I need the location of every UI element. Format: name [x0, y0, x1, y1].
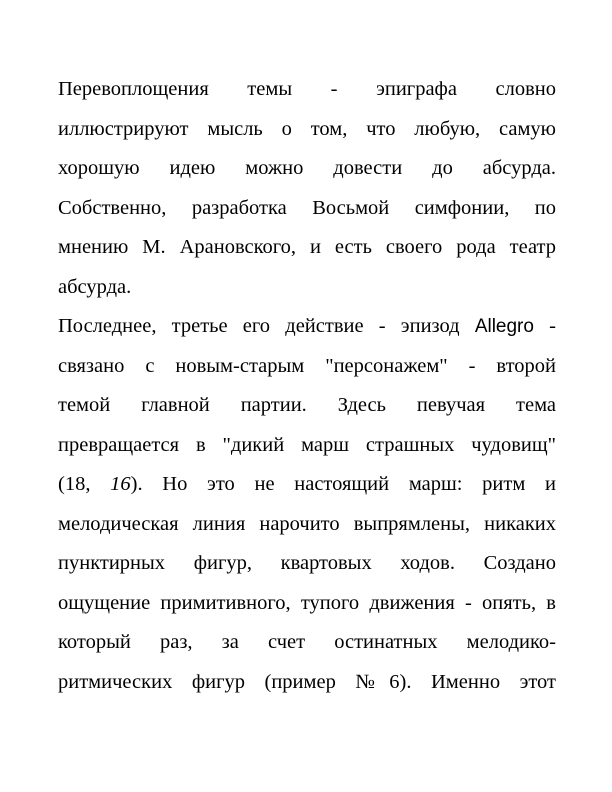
- text-line: превращается в "дикий марш страшных чудовищ": [58, 433, 556, 456]
- text-line: ритмических фигур (пример №6). Именно этот: [58, 670, 556, 693]
- text-line: темой главной партии. Здесь певучая тема: [58, 394, 556, 416]
- text-fragment: ). Но это не настоящий марш: ритм и: [130, 473, 556, 495]
- text-line: связано с новым-старым "персонажем" - второй: [58, 354, 556, 377]
- text-line: Собственно, разработка Восьмой симфонии, по: [58, 196, 556, 219]
- text-fragment: -: [533, 315, 556, 337]
- text-line: который раз, за счет остинатных мелодико-: [58, 631, 556, 653]
- text-line: мелодическая линия нарочито выпрямлены, никаких: [58, 512, 556, 535]
- text-fragment: (18,: [58, 473, 111, 495]
- text-line: [58, 465, 556, 505]
- text-line: Перевоплощения темы - эпиграфа словно: [58, 78, 556, 100]
- allegro-term: Allegro: [474, 316, 534, 337]
- text-line: [58, 307, 556, 347]
- text-line: мнению М. Арановского, и есть своего рода театр: [58, 236, 556, 258]
- text-line: пунктирных фигур, квартовых ходов. Создано: [58, 552, 556, 574]
- paragraph-1: [58, 70, 556, 307]
- text-line: хорошую идею можно довести до абсурда.: [58, 157, 556, 179]
- text-line: иллюстрируют мысль о том, что любую, самую: [58, 117, 556, 140]
- text-fragment: Последнее, третье его действие - эпизод: [58, 315, 475, 337]
- text-line: ощущение примитивного, тупого движения - опять, в: [58, 591, 556, 614]
- citation-page: 16: [110, 473, 131, 495]
- paragraph-2: [58, 307, 556, 702]
- document-page: [58, 70, 556, 702]
- text-line: абсурда.: [58, 275, 132, 298]
